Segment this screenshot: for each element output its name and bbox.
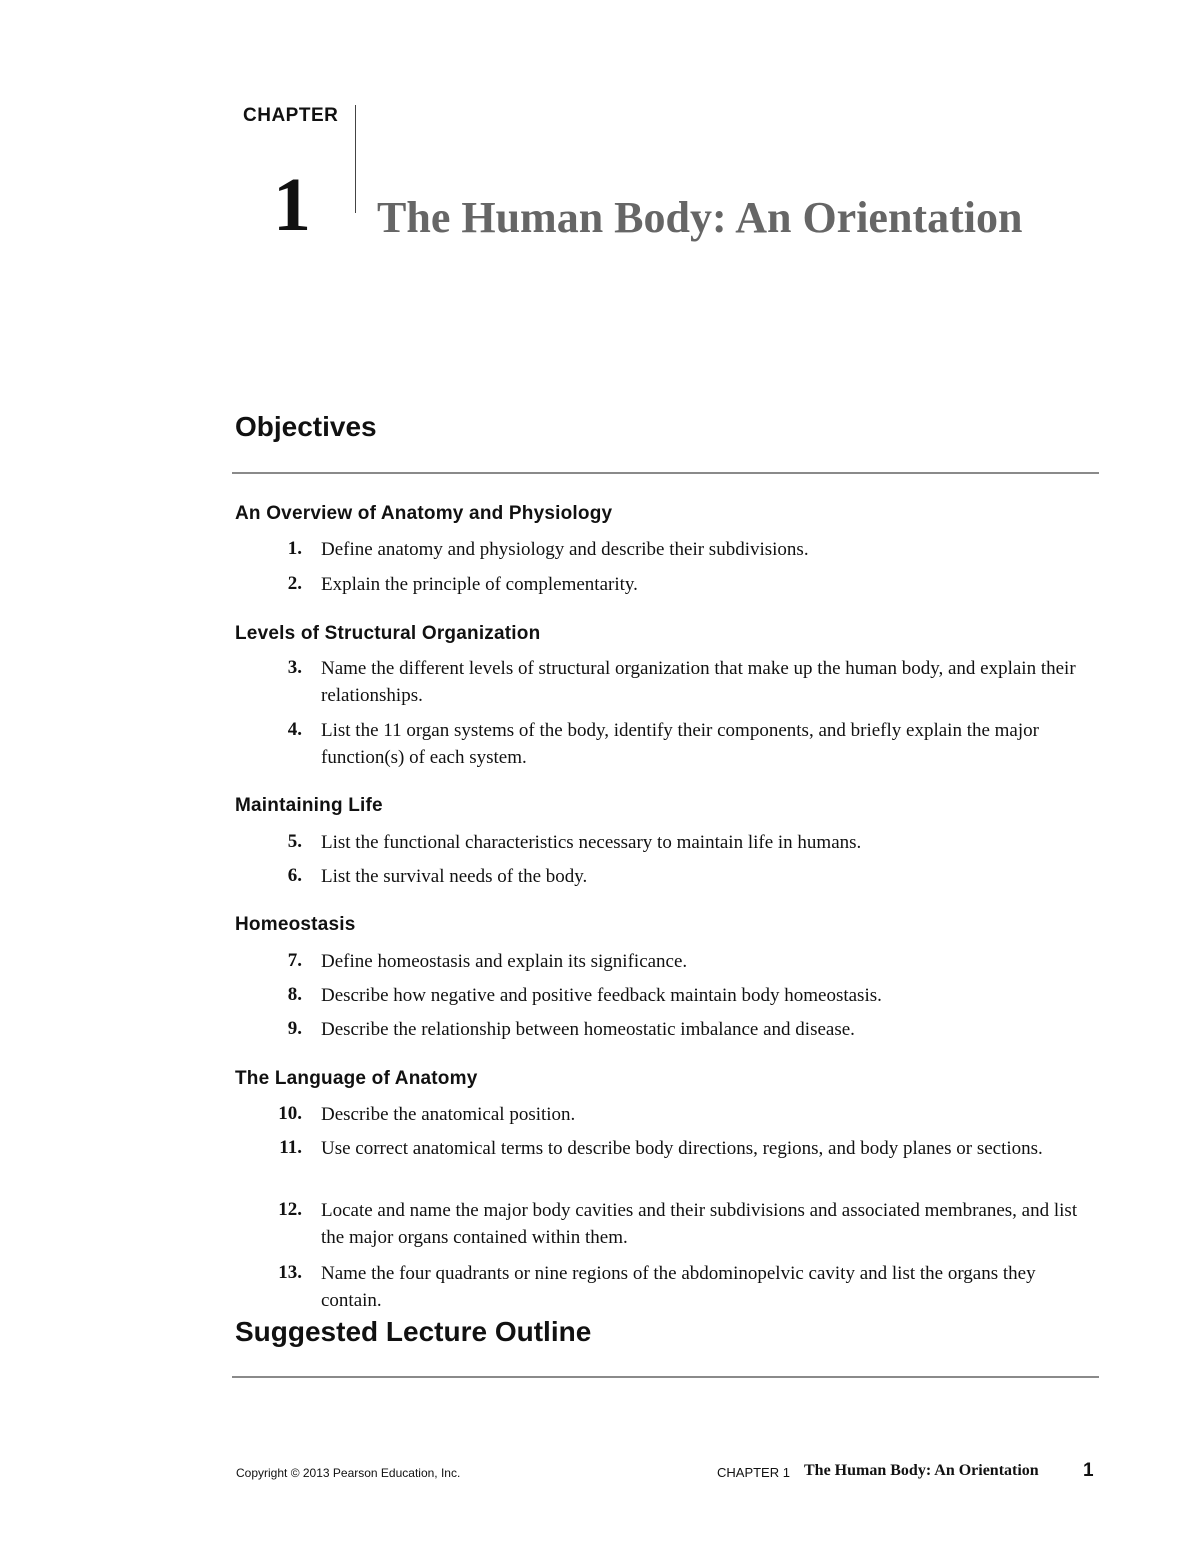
objective-text: Describe the anatomical position. [321,1104,576,1125]
objective-text: List the survival needs of the body. [321,866,588,887]
objective-number: 13. [278,1262,302,1283]
objective-group-heading: The Language of Anatomy [235,1068,478,1089]
objectives-rule [232,472,1099,474]
objective-number: 11. [279,1137,302,1158]
objective-text: Explain the principle of complementarity. [321,574,638,595]
objective-text: Describe the relationship between homeostatic imbalance and disease. [321,1019,855,1040]
objective-text: Name the different levels of structural organization that make up the human body, and explain their relationships. [321,658,1076,706]
objective-group-heading: An Overview of Anatomy and Physiology [235,503,613,524]
lecture-outline-rule [232,1376,1099,1378]
objectives-heading: Objectives [235,411,377,442]
chapter-title: The Human Body: An Orientation [377,193,1023,242]
objective-number: 5. [287,831,302,852]
objective-text: Use correct anatomical terms to describe body directions, regions, and body planes or sections. [321,1138,1043,1159]
chapter-number: 1 [273,163,311,247]
objective-number: 8. [287,984,302,1005]
objective-text: Define homeostasis and explain its significance. [321,951,688,972]
objective-text: Describe how negative and positive feedback maintain body homeostasis. [321,985,882,1006]
objective-number: 10. [278,1103,302,1124]
objective-group-heading: Levels of Structural Organization [235,623,541,644]
footer-chapter-title: The Human Body: An Orientation [804,1462,1039,1479]
objective-number: 12. [278,1199,302,1220]
footer-copyright: Copyright © 2013 Pearson Education, Inc. [236,1466,461,1480]
objective-number: 6. [287,865,302,886]
objective-number: 9. [287,1018,302,1039]
page-number: 1 [1083,1460,1094,1481]
objective-number: 4. [287,719,302,740]
objective-group-heading: Homeostasis [235,914,356,935]
objective-text: Locate and name the major body cavities and their subdivisions and associated membranes, and list the major organs contained within them. [321,1200,1078,1248]
lecture-outline-heading: Suggested Lecture Outline [235,1316,592,1347]
objective-number: 7. [287,950,302,971]
objective-number: 2. [287,573,302,594]
objective-text: List the functional characteristics necessary to maintain life in humans. [321,832,862,853]
footer-chapter-label: CHAPTER 1 [717,1465,790,1480]
objective-text: List the 11 organ systems of the body, identify their components, and briefly explain the major function(s) of each system. [321,720,1039,768]
objective-number: 1. [287,538,302,559]
objective-text: Name the four quadrants or nine regions of the abdominopelvic cavity and list the organs they contain. [321,1263,1036,1311]
objective-group-heading: Maintaining Life [235,795,383,816]
chapter-label: CHAPTER [243,105,339,126]
objective-number: 3. [287,657,302,678]
chapter-divider [355,105,356,213]
objective-text: Define anatomy and physiology and describe their subdivisions. [321,539,809,560]
